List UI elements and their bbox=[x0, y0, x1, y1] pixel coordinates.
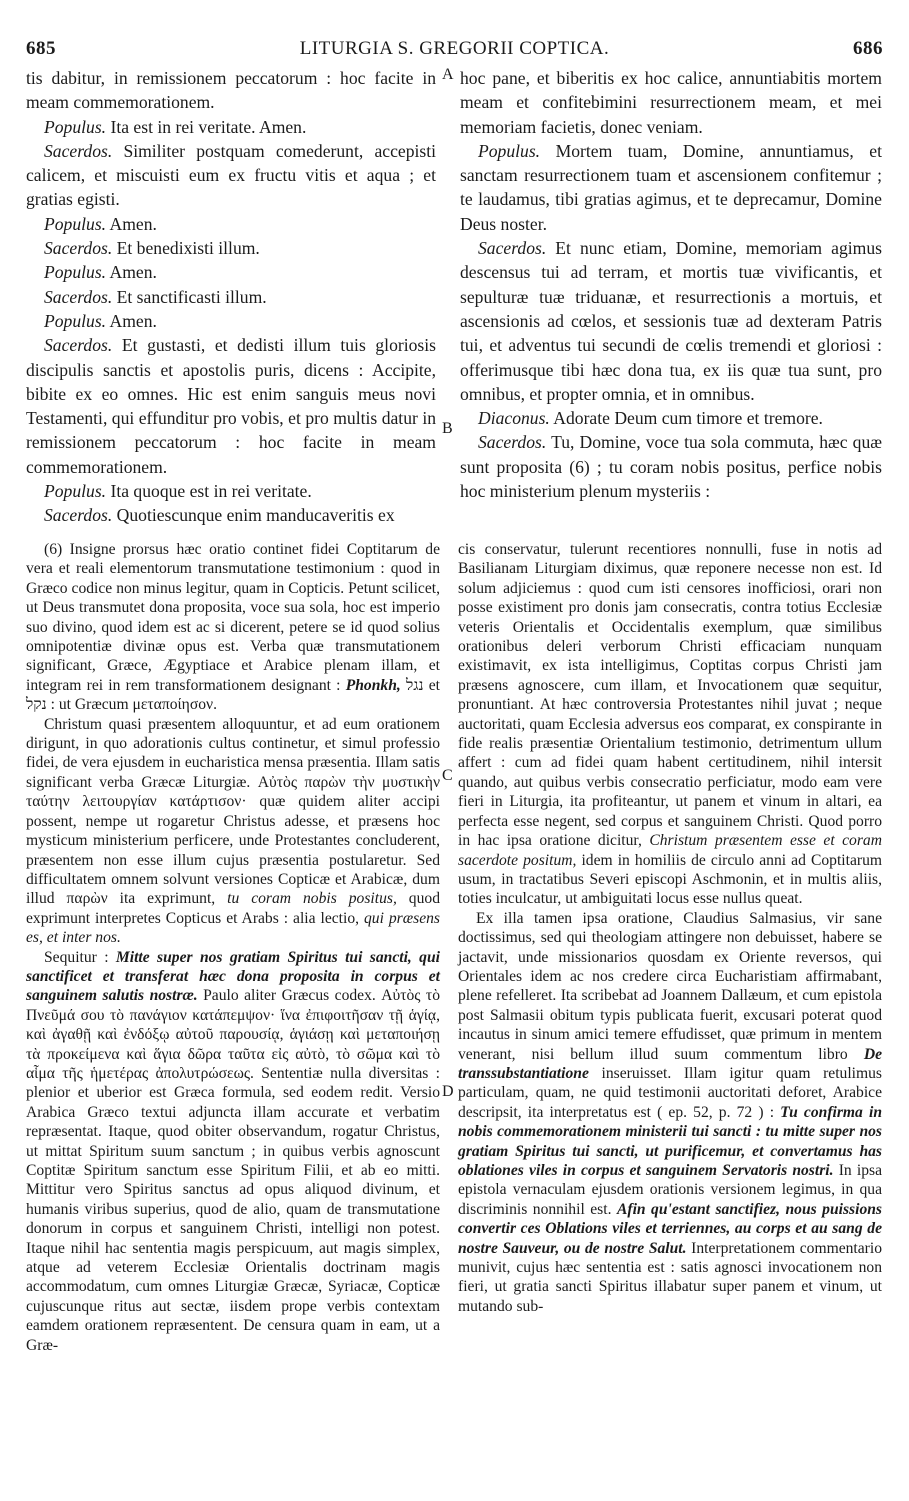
running-header bbox=[26, 38, 883, 64]
liturgy-paragraph bbox=[26, 212, 436, 236]
liturgy-text: Ita est in rei veritate. Amen. bbox=[106, 116, 307, 137]
speaker-label: Sacerdos. bbox=[44, 238, 113, 259]
liturgy-paragraph bbox=[460, 139, 882, 236]
footnote-text: Sequitur : bbox=[44, 948, 116, 966]
footnote-text: inseruisset. Illam igitur quam retulimus particulam, quam, ne quid testimonii auctoritati deforet, Arabice descripsit, ita interpretatus est ( ep. 52, p. 72 ) : bbox=[458, 1064, 882, 1121]
liturgy-paragraph bbox=[26, 333, 436, 479]
left-page-number: 685 bbox=[26, 38, 56, 59]
speaker-label: Populus. bbox=[44, 310, 107, 331]
running-title: LITURGIA S. GREGORII COPTICA. bbox=[299, 38, 610, 59]
footnote-paragraph bbox=[26, 540, 440, 715]
footnote-text: idem in homiliis de circulo anni ad Coptitarum usum, in tractatibus Severi episcopi Aschmonin, et in multis aliis, toties inculcatur, ut ambiguitati locus esse nullus queat. bbox=[458, 851, 882, 908]
liturgy-text: Amen. bbox=[106, 262, 157, 283]
footnote-text: quod exprimunt interpretes Copticus et Arabs : alia lectio, bbox=[26, 890, 440, 927]
speaker-label: Sacerdos. bbox=[44, 286, 113, 307]
liturgy-paragraph bbox=[26, 309, 436, 333]
liturgy-paragraph bbox=[26, 66, 436, 115]
footnote-right-column bbox=[458, 540, 882, 1316]
liturgy-text: Tu, Domine, voce tua sola commuta, hæc quæ sunt proposita (6) ; tu coram nobis positus, perfice nobis hoc ministerium plenum mysteriis : bbox=[460, 432, 882, 502]
emphasized-text: tu coram nobis positus, bbox=[227, 890, 397, 908]
liturgy-paragraph bbox=[460, 236, 882, 406]
liturgy-paragraph bbox=[26, 260, 436, 284]
liturgy-paragraph bbox=[26, 285, 436, 309]
footnote-text: cis conservatur, tulerunt recentiores nonnulli, fuse in notis ad Basilianam Liturgiam diximus, quæ reponere necesse non est. Id solum adjiciemus : quod cum isti censores inofficiosi, orari non posse existiment pro donis jam consecratis, contra totius Ecclesiæ veteris Orientalis et Occidentalis exemplum, quæ similibus orationibus deleri verborum Christi efficaciam nunquam existimavit, ex ista intelligimus, Coptitas corpus Christi jam præsens agnoscere, cum illam, et Invocationem quæ sequitur, pronuntiant. At hæc controversia Protestantes nihil juvat ; neque auctoritati, quam Ecclesia adversus eos comparat, ex conspirante in fide realis præsentiæ Orientalium testimonio, detrimentum ullum affert : cum ad fidei quam habent certitudinem, nihil intersit quando, aut quibus verbis consecratio perficiatur, modo eam vere fieri in Liturgia, ita profiteantur, ut panem et vinum in altari, ea perfecta esse negent, sed corpus et sanguinem Christi. Quod porro in hac ipsa oratione dicitur, bbox=[458, 541, 882, 850]
speaker-label: Diaconus. bbox=[478, 408, 550, 429]
speaker-label: Populus. bbox=[44, 116, 107, 137]
liturgy-text: tis dabitur, in remissionem peccatorum : hoc facite in meam commemorationem. bbox=[26, 68, 436, 113]
liturgy-text: Et nunc etiam, Domine, memoriam agimus descensus tui ad terram, et mortis tuæ vivificantis, et sepulturæ tuæ triduanæ, et resurrectionis a mortuis, et ascensionis ad cœlos, et sessionis tuæ ad dexteram Patris tui, et adventus tui secundi de cœlis tremendi et gloriosi : offerimusque tibi hæc dona tua, ex iis quæ tua sunt, pro omnibus, et propter omnia, et in omnibus. bbox=[460, 238, 882, 404]
speaker-label: Populus. bbox=[44, 262, 107, 283]
footnote-text: Christum quasi præsentem alloquuntur, et ad eum orationem dirigunt, in quo adorationis cultus continetur, et simul professio fidei, de vera ejusdem in eucharistica mensa præsentia. Illam satis significant verba Græcæ Liturgiæ. Αὐτὸς παρὼν τὴν μυστικὴν ταύτην λειτουργίαν κατάρτισον· quæ quidem aliter accipi possent, nempe ut rogaretur Christus adesse, et præsens hoc mysticum ministerium perficere, unde Protestantes concluderent, præsentem non esse illum cujus præsentia postularetur. Sed difficultatem omnem solvunt versiones Copticæ et Arabicæ, dum illud παρὼν ita exprimunt, bbox=[26, 715, 440, 908]
liturgy-text: Similiter postquam comederunt, accepisti calicem, et miscuisti eum ex fructu vitis et aqua ; et gratias egisti. bbox=[26, 140, 436, 210]
footnote-text: נגל et נקל : ut Græcum μεταποίησον. bbox=[26, 676, 441, 714]
liturgy-text: Et sanctificasti illum. bbox=[112, 286, 267, 307]
liturgy-text: Amen. bbox=[106, 310, 157, 331]
liturgy-paragraph bbox=[26, 115, 436, 139]
emphasized-text: Mitte super nos gratiam Spiritus tui sancti, qui sanctificet et transferat hæc dona proposita in corpus et sanguinem salutis nostræ. bbox=[26, 948, 440, 1005]
liturgy-text: Et benedixisti illum. bbox=[112, 238, 260, 259]
liturgy-text: Amen. bbox=[106, 213, 157, 234]
liturgy-text: Quotiescunque enim manducaveritis ex bbox=[112, 505, 395, 526]
footnote-paragraph bbox=[26, 715, 440, 948]
footnote-text: In ipsa epistola vernaculam ejusdem orationis versionem legimus, in qua discriminis nonnihil est. bbox=[458, 1162, 882, 1218]
speaker-label: Sacerdos. bbox=[44, 335, 113, 356]
liturgy-paragraph bbox=[26, 236, 436, 260]
liturgy-text: Mortem tuam, Domine, annuntiamus, et sanctam resurrectionem tuam et ascensionem confitemur ; te laudamus, tibi gratias agimus, et te deprecamur, Domine Deus noster. bbox=[460, 140, 882, 234]
liturgy-text: Ita quoque est in rei veritate. bbox=[106, 481, 312, 502]
liturgy-paragraph bbox=[460, 406, 882, 430]
margin-letter-b: B bbox=[442, 420, 453, 437]
liturgy-text: hoc pane, et biberitis ex hoc calice, annuntiabitis mortem meam et confitebimini resurrectionem meam, et mei memoriam facietis, donec veniam. bbox=[460, 68, 882, 137]
liturgy-paragraph bbox=[26, 479, 436, 503]
footnote-text: Ex illa tamen ipsa oratione, Claudius Salmasius, vir sane doctissimus, sed qui theologiam attingere non debuisset, habere se jactavit, unde missionarios quosdam ex Oriente reversos, qui Orientales idem ac nos credere circa Eucharistiam affirmabant, plene refelleret. Ita scribebat ad Joannem Dallæum, et cum epistola post Salmasii obitum typis publicata fuerit, excusari poterat quod incautus in sinum amici temere effudisset, quæ primum in mentem venerant, nisi bellum illud suum commentum libro bbox=[458, 909, 882, 1063]
liturgy-text-left-column bbox=[26, 66, 436, 528]
emphasized-text: Phonkh, bbox=[345, 676, 401, 694]
margin-letter-a: A bbox=[442, 66, 454, 83]
footnote-text: (6) Insigne prorsus hæc oratio continet fidei Coptitarum de vera et reali elementorum transmutatione testimonium : quod in Græco codice non minus legitur, quam in Copticis. Petunt scilicet, ut Deus transmutet dona proposita, voce sua sola, hoc est imperio suo divino, quod idem est ac si dicerent, petere se id quod solius omnipotentiæ divinæ opus est. Verba quæ transmutationem significant, Græce, Ægyptiace et Arabice plenam illam, et integram rei in rem transformationem designant : bbox=[26, 541, 440, 694]
liturgy-paragraph bbox=[460, 66, 882, 139]
speaker-label: Populus. bbox=[478, 140, 541, 161]
speaker-label: Sacerdos. bbox=[44, 505, 113, 526]
speaker-label: Sacerdos. bbox=[478, 432, 547, 453]
speaker-label: Populus. bbox=[44, 481, 107, 502]
emphasized-text: Christum præsentem esse et coram sacerdote positum, bbox=[458, 832, 882, 869]
speaker-label: Populus. bbox=[44, 213, 107, 234]
footnote-left-column bbox=[26, 540, 440, 1355]
margin-letter-d: D bbox=[442, 1083, 454, 1100]
liturgy-paragraph bbox=[460, 430, 882, 503]
footnote-paragraph bbox=[26, 948, 440, 1356]
emphasized-text: Afin qu'estant sanctifiez, nous puissions convertir ces Oblations viles et terriennes, au corps et au sang de nostre Sauveur, ou de nostre Salut. bbox=[458, 1200, 882, 1257]
liturgy-text-right-column bbox=[460, 66, 882, 503]
liturgy-paragraph bbox=[26, 503, 436, 527]
liturgy-text: Adorate Deum cum timore et tremore. bbox=[549, 408, 823, 429]
speaker-label: Sacerdos. bbox=[478, 238, 547, 259]
liturgy-paragraph bbox=[26, 139, 436, 212]
right-page-number: 686 bbox=[853, 38, 883, 59]
margin-letter-c: C bbox=[442, 767, 453, 784]
footnote-text: Paulo aliter Græcus codex. Αὐτὸς τὸ Πνεῦμά σου τὸ πανάγιον κατάπεμψον· ἵνα ἐπιφοιτῆσαν τῇ ἁγίᾳ, καὶ ἀγαθῇ καὶ ἐνδόξῳ αὐτοῦ παρουσίᾳ, ἁγιάσῃ καὶ μεταποιήσῃ τὰ προκείμενα καὶ ἅγια δῶρα ταῦτα εἰς αὐτὸ, τὸ σῶμα καὶ τὸ αἷμα τῆς ἡμετέρας ἀπολυτρώσεως. Sententiæ nulla diversitas : plenior et uberior est Græca formula, sed eodem redit. Versio Arabica Græco textui adjuncta illam accurate et verbatim repræsentat. Itaque, quod obiter observandum, rogatur Christus, ut mittat Spiritum suum sanctum ; in quibus verbis agnoscunt Coptitæ Spiritum sanctum esse Spiritum Filii, et ab eo mitti. Mittitur vero Spiritus sanctus ad opus aliquod divinum, et humanis viribus superius, quod de alio, quam de transmutatione donorum in corpus et sanguinem Christi, intelligi non potest. Itaque nihil hac sententia magis perspicuum, aut magis simplex, atque ad veterem Ecclesiæ Orientalis doctrinam magis accommodatum, cum omnes Liturgiæ Græcæ, Syriacæ, Copticæ cujuscunque ritus aut sectæ, iisdem prope verbis contextam eamdem orationem repræsentent. De censura quam in eam, ut a Græ- bbox=[26, 987, 440, 1354]
emphasized-text: qui præsens es, et inter nos. bbox=[26, 909, 440, 947]
emphasized-text: Tu confirma in nobis commemorationem ministerii tui sancti : tu mitte super nos gratiam Spiritus tui sancti, ut purificemur, et convertamus has oblationes viles in corpus et sanguinem Servatoris nostri. bbox=[458, 1103, 882, 1179]
footnote-paragraph bbox=[458, 540, 882, 909]
emphasized-text: De transsubstantiatione bbox=[458, 1045, 882, 1082]
footnote-paragraph bbox=[458, 909, 882, 1317]
liturgy-text: Et gustasti, et dedisti illum tuis gloriosis discipulis sanctis et apostolis puris, dicens : Accipite, bibite ex eo omnes. Hic est enim sanguis meus novi Testamenti, qui effunditur pro vobis, et pro multis datur in remissionem peccatorum : hoc facite in meam commemorationem. bbox=[26, 335, 436, 477]
speaker-label: Sacerdos. bbox=[44, 140, 113, 161]
footnote-text: Interpretationem commentario munivit, cujus hæc sententia est : satis agnosci invocationem non fieri, ut gratia sancti Spiritus illabatur super panem et vinum, ut mutando sub- bbox=[458, 1239, 882, 1315]
